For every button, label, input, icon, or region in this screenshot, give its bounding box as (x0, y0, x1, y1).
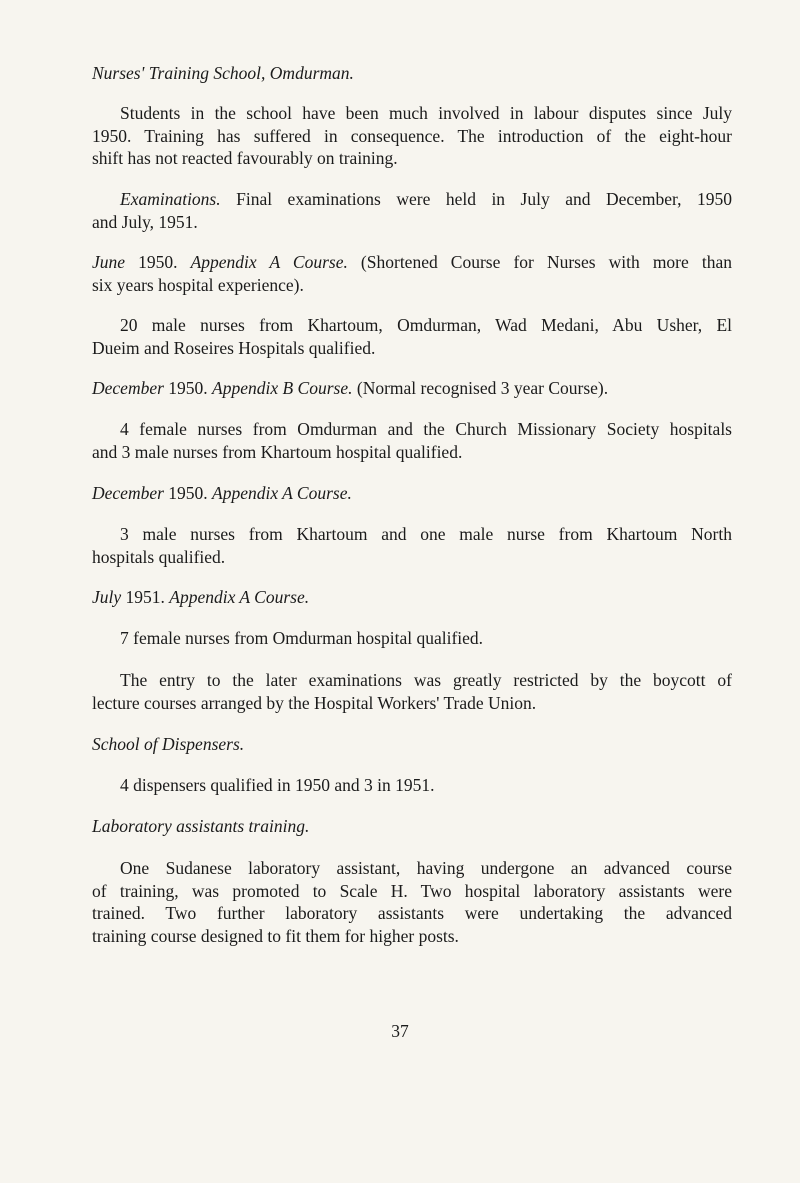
date-heading: December (92, 378, 164, 398)
paragraph-line (120, 188, 732, 210)
paragraph-line: six years hospital experience). (92, 275, 304, 295)
paragraph-line: One Sudanese laboratory assistant, having undergone an advanced course (120, 858, 732, 878)
paragraph-line: lecture courses arranged by the Hospital Workers' Trade Union. (92, 693, 537, 713)
date-heading: June (92, 252, 126, 272)
paragraph-line: Students in the school have been much involved in labour disputes since July (120, 103, 732, 123)
date-heading: July (92, 587, 122, 607)
section-heading-line (92, 586, 732, 608)
course-note: (Shortened Course for Nurses with more than (347, 252, 732, 272)
course-heading: Appendix A Course. (169, 587, 310, 607)
course-heading: Appendix A Course. (190, 252, 348, 272)
subheading: Laboratory assistants training. (92, 816, 310, 836)
section-heading-line (92, 482, 732, 504)
paragraph-line: 3 male nurses from Khartoum and one male nurse from Khartoum North (120, 524, 732, 544)
paragraph-line: 1950. Training has suffered in consequence. The introduction of the eight-hour (92, 126, 732, 146)
section-heading-line (92, 251, 732, 273)
paragraph-line: trained. Two further laboratory assistants were undertaking the advanced (92, 903, 732, 923)
paragraph-line: and July, 1951. (92, 212, 198, 232)
section-title: Nurses' Training School, Omdurman. (92, 63, 354, 83)
date-year: 1950. (125, 252, 191, 272)
paragraph-line: and 3 male nurses from Khartoum hospital qualified. (92, 442, 463, 462)
paragraph-line: Dueim and Roseires Hospitals qualified. (92, 338, 376, 358)
paragraph-line: training course designed to fit them for higher posts. (92, 926, 459, 946)
date-year: 1950. (163, 483, 213, 503)
date-year: 1950. (163, 378, 213, 398)
paragraph-line: The entry to the later examinations was greatly restricted by the boycott of (120, 670, 732, 690)
paragraph-line: 20 male nurses from Khartoum, Omdurman, Wad Medani, Abu Usher, El (120, 315, 732, 335)
course-note: (Normal recognised 3 year Course). (352, 378, 609, 398)
paragraph-line: of training, was promoted to Scale H. Two hospital laboratory assistants were (92, 881, 732, 901)
date-year: 1951. (121, 587, 170, 607)
course-heading: Appendix B Course. (212, 378, 353, 398)
page-number: 37 (391, 1021, 409, 1041)
section-heading-line (92, 377, 732, 399)
paragraph-text: Final examinations were held in July and December, 1950 (220, 189, 732, 209)
paragraph-line: 4 dispensers qualified in 1950 and 3 in 1951. (120, 775, 435, 795)
subheading: Examinations. (120, 189, 221, 209)
paragraph-line: 7 female nurses from Omdurman hospital qualified. (120, 628, 484, 648)
date-heading: December (92, 483, 164, 503)
paragraph-line: shift has not reacted favourably on training. (92, 148, 398, 168)
paragraph-line: 4 female nurses from Omdurman and the Church Missionary Society hospitals (120, 419, 732, 439)
subheading: School of Dispensers. (92, 734, 245, 754)
paragraph-line: hospitals qualified. (92, 547, 226, 567)
course-heading: Appendix A Course. (212, 483, 352, 503)
